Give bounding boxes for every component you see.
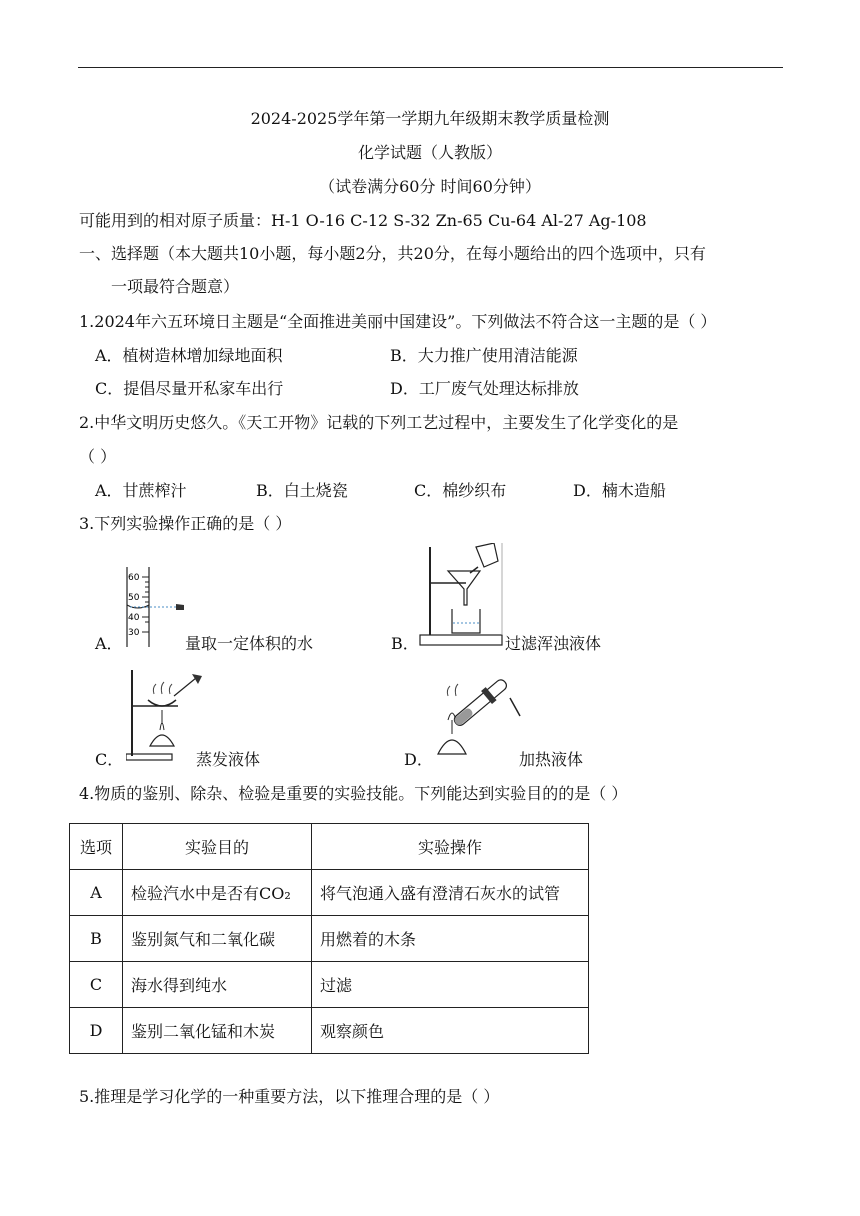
header-rule [78, 67, 783, 68]
exam-info: （试卷满分60分 时间60分钟） [319, 177, 541, 196]
question-1-option-c: C．提倡尽量开私家车出行 [95, 379, 284, 398]
table-cell: 过滤 [312, 962, 589, 1008]
table-row [70, 870, 589, 916]
section-heading: 一、选择题（本大题共10小题，每小题2分，共20分，在每小题给出的四个选项中，只有 [79, 244, 706, 263]
heating-liquid-illustration [430, 676, 522, 762]
table-cell: 鉴别二氧化锰和木炭 [123, 1008, 312, 1054]
question-5-stem: 5.推理是学习化学的一种重要方法，以下推理合理的是（ ） [79, 1087, 500, 1106]
question-1-option-a: A．植树造林增加绿地面积 [95, 346, 283, 365]
question-3-stem: 3.下列实验操作正确的是（ ） [79, 514, 292, 533]
table-header-cell: 选项 [70, 824, 123, 870]
table-row [70, 916, 589, 962]
question-2-option-d: D．楠木造船 [573, 481, 666, 500]
cylinder-tick-30: 30 [128, 628, 140, 638]
atomic-masses: 可能用到的相对原子质量：H-1 O-16 C-12 S-32 Zn-65 Cu-64 Al-27 Ag-108 [79, 211, 647, 230]
table-cell: D [70, 1008, 123, 1054]
cylinder-tick-50: 50 [128, 593, 140, 603]
question-1-option-b: B．大力推广使用清洁能源 [390, 346, 578, 365]
cylinder-tick-40: 40 [128, 613, 140, 623]
question-4-table [69, 823, 589, 1054]
question-2-option-c: C．棉纱织布 [414, 481, 507, 500]
table-cell: 鉴别氮气和二氧化碳 [123, 916, 312, 962]
table-cell: C [70, 962, 123, 1008]
table-cell: 观察颜色 [312, 1008, 589, 1054]
table-cell: 用燃着的木条 [312, 916, 589, 962]
question-2-stem: 2.中华文明历史悠久。《天工开物》记载的下列工艺过程中，主要发生了化学变化的是 [79, 413, 679, 432]
table-cell: 将气泡通入盛有澄清石灰水的试管 [312, 870, 589, 916]
table-cell: B [70, 916, 123, 962]
question-3-option-b-text: 过滤浑浊液体 [505, 634, 602, 653]
table-row [70, 962, 589, 1008]
table-cell: 检验汽水中是否有CO₂ [123, 870, 312, 916]
exam-subtitle: 化学试题（人教版） [357, 143, 502, 162]
table-header-cell: 实验操作 [312, 824, 589, 870]
question-3-option-c-letter: C． [95, 750, 124, 769]
question-4-stem: 4.物质的鉴别、除杂、检验是重要的实验技能。下列能达到实验目的的是（ ） [79, 784, 628, 803]
question-1-stem: 1.2024年六五环境日主题是“全面推进美丽中国建设”。下列做法不符合这一主题的是（ ） [79, 312, 717, 331]
filtration-illustration [418, 543, 504, 647]
question-3-option-c-text: 蒸发液体 [196, 750, 261, 769]
table-row [70, 1008, 589, 1054]
question-2-option-a: A．甘蔗榨汁 [95, 481, 187, 500]
question-3-option-b-letter: B． [391, 634, 419, 653]
question-3-option-a-text: 量取一定体积的水 [185, 634, 314, 653]
graduated-cylinder-illustration [120, 565, 190, 647]
table-header-row [70, 824, 589, 870]
table-header-cell: 实验目的 [123, 824, 312, 870]
cylinder-tick-60: 60 [128, 573, 140, 583]
question-3-option-a-letter: A． [95, 634, 123, 653]
section-heading-cont: 一项最符合题意） [111, 277, 240, 296]
evaporation-illustration [126, 666, 206, 762]
question-3-option-d-letter: D． [404, 750, 433, 769]
question-2-paren: （ ） [79, 447, 117, 466]
exam-title: 2024-2025学年第一学期九年级期末教学质量检测 [250, 109, 610, 128]
question-1-option-d: D．工厂废气处理达标排放 [390, 379, 579, 398]
table-cell: 海水得到纯水 [123, 962, 312, 1008]
question-3-option-d-text: 加热液体 [519, 750, 584, 769]
question-2-option-b: B．白土烧瓷 [256, 481, 348, 500]
table-cell: A [70, 870, 123, 916]
